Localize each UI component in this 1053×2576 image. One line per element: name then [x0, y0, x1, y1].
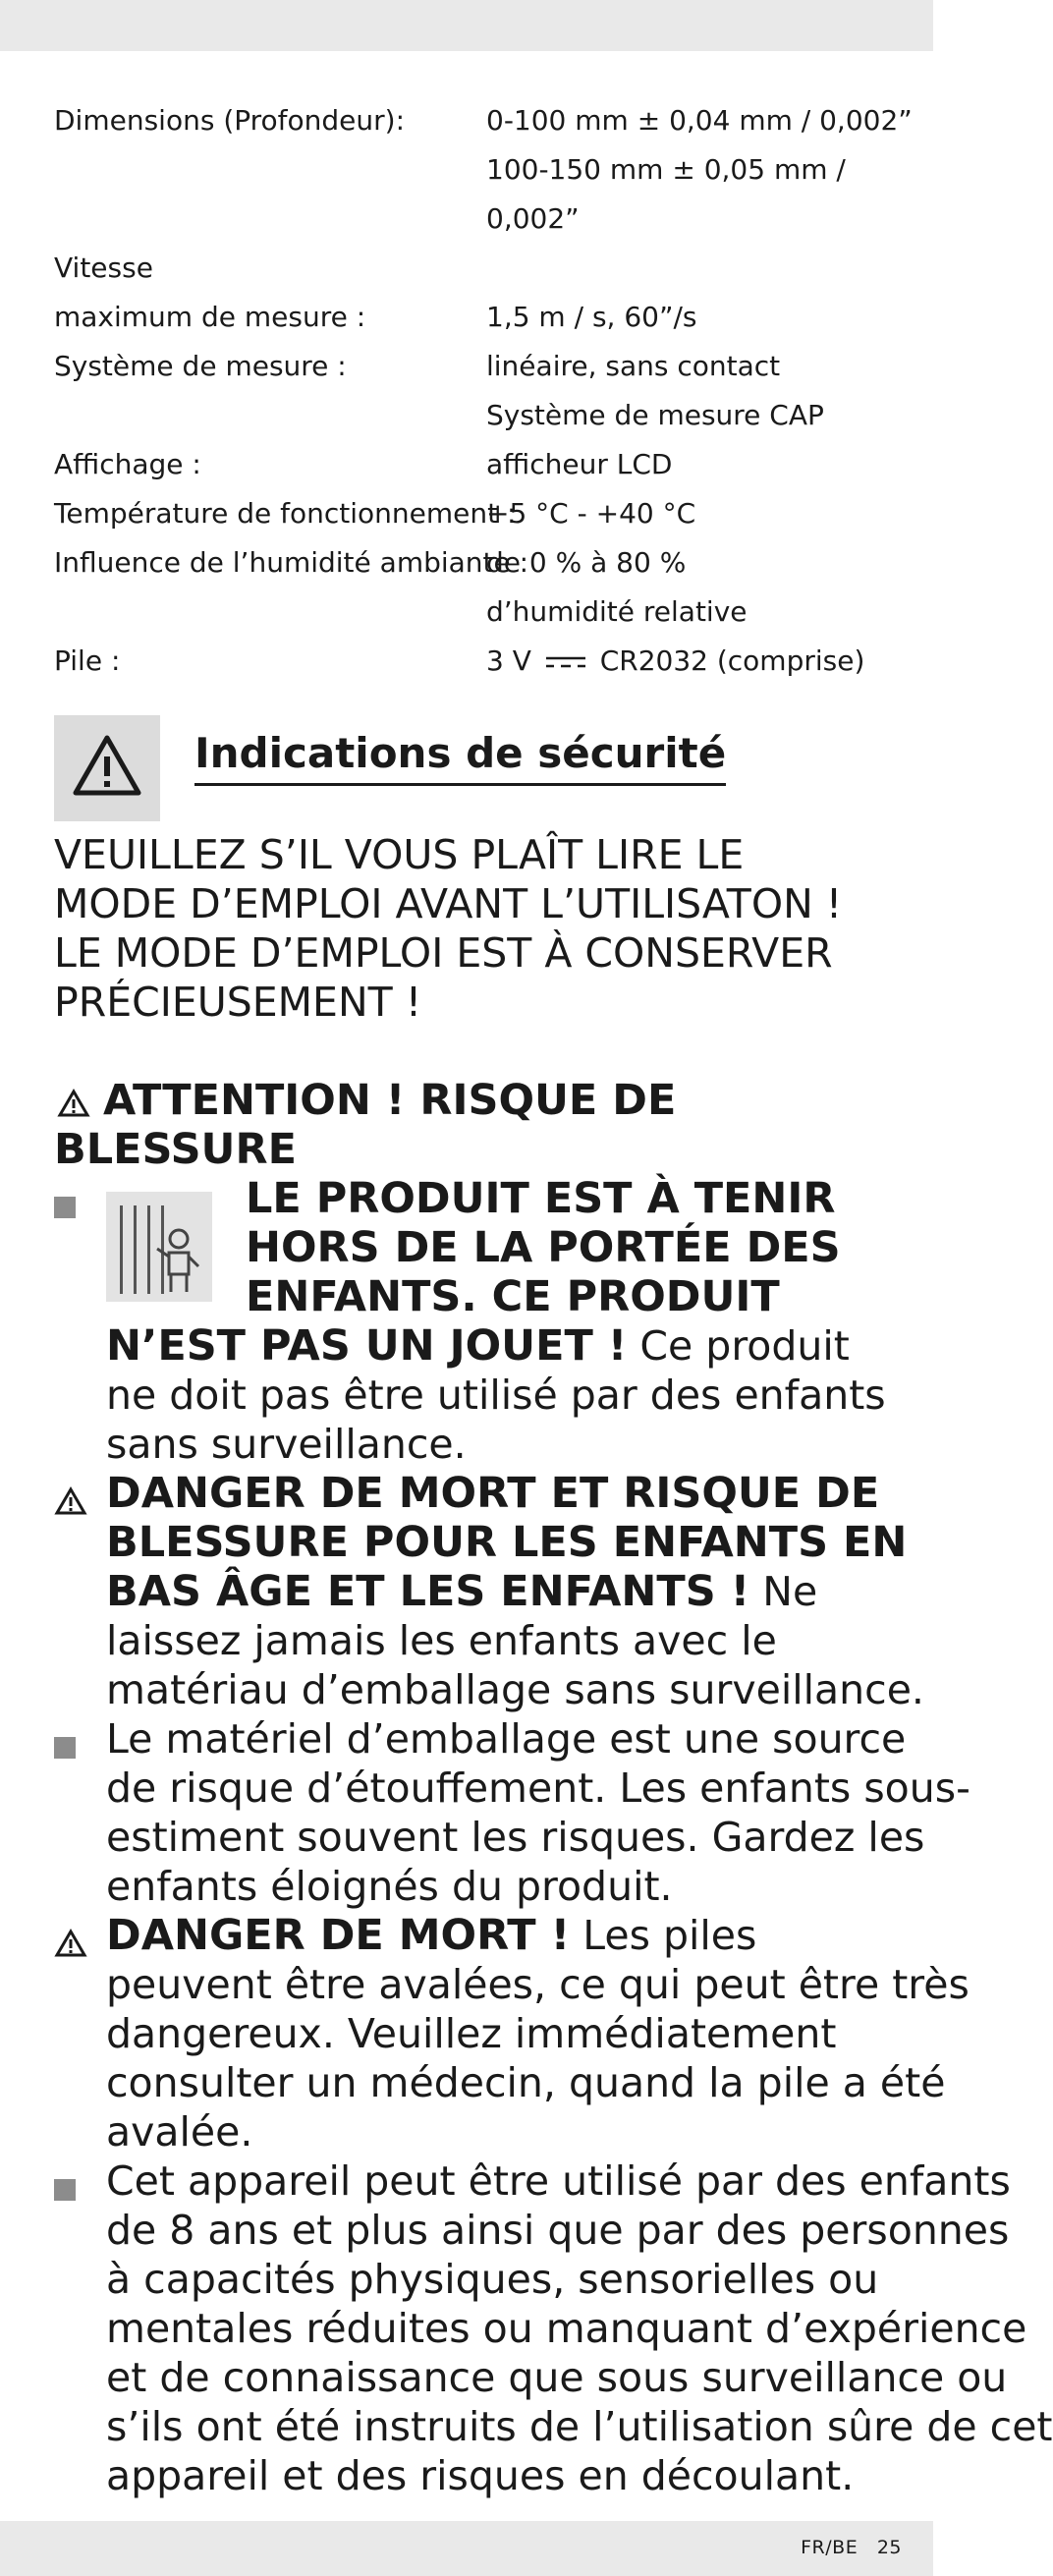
battery-type: CR2032 (comprise) — [599, 644, 865, 677]
battery-voltage: 3 V — [486, 644, 531, 677]
appliance-line: Cet appareil peut être utilisé par des enfants — [106, 2157, 1011, 2205]
bullet-square — [54, 2179, 76, 2201]
spec-label: Système de mesure : — [54, 350, 347, 382]
intro-line: LE MODE D’EMPLOI EST À CONSERVER — [54, 929, 833, 977]
children-text: sans surveillance. — [106, 1421, 467, 1468]
packaging-line: Le matériel d’emballage est une source — [106, 1715, 907, 1763]
appliance-line: à capacités physiques, sensorielles ou — [106, 2256, 879, 2303]
appliance-usage-note — [106, 2156, 1053, 2500]
packaging-warning — [106, 1714, 970, 1911]
warning-triangle-icon — [54, 1486, 87, 1516]
danger2-bold: DANGER DE MORT ! — [106, 1911, 571, 1960]
children-warning-bold — [246, 1174, 914, 1321]
warning-icon-box — [54, 715, 160, 821]
intro-line: PRÉCIEUSEMENT ! — [54, 979, 422, 1026]
danger-children-warning — [106, 1469, 924, 1714]
spec-label: Pile : — [54, 644, 121, 677]
attention-line: ATTENTION ! RISQUE DE — [103, 1076, 677, 1125]
spec-value: d’humidité relative — [486, 595, 748, 628]
danger-text: Ne — [749, 1568, 818, 1615]
footer-band — [0, 2521, 933, 2576]
page-number: FR/BE 25 — [801, 2537, 902, 2558]
spec-label: maximum de mesure : — [54, 301, 366, 333]
appliance-line: s’ils ont été instruits de l’utilisation sûre de cet — [106, 2403, 1053, 2450]
danger-text: laissez jamais les enfants avec le — [106, 1617, 777, 1664]
spec-label: Influence de l’humidité ambiante : — [54, 546, 529, 579]
spec-value: de 0 % à 80 % — [486, 546, 687, 579]
danger2-text: consulter un médecin, quand la pile a été — [106, 2059, 946, 2106]
appliance-line: de 8 ans et plus ainsi que par des personnes — [106, 2207, 1010, 2254]
warning-triangle-icon — [72, 733, 142, 798]
spec-value: linéaire, sans contact — [486, 350, 781, 382]
battery-danger-warning — [106, 1911, 970, 2156]
packaging-line: de risque d’étouffement. Les enfants sous- — [106, 1764, 970, 1812]
appliance-line: mentales réduites ou manquant d’expérience — [106, 2305, 1027, 2352]
packaging-line: enfants éloignés du produit. — [106, 1863, 673, 1910]
children-text: Ce produit — [627, 1322, 850, 1370]
spec-value: 1,5 m / s, 60”/s — [486, 301, 697, 333]
section-title: Indications de sécurité — [194, 729, 726, 786]
children-text: ne doit pas être utilisé par des enfants — [106, 1372, 886, 1419]
spec-value: afficheur LCD — [486, 448, 673, 480]
danger-bold-line: DANGER DE MORT ET RISQUE DE — [106, 1469, 880, 1518]
children-bold-line: N’EST PAS UN JOUET ! — [106, 1321, 628, 1371]
spec-label: Affichage : — [54, 448, 201, 480]
spec-value — [486, 637, 864, 686]
attention-heading — [54, 1076, 676, 1174]
attention-line: BLESSURE — [54, 1125, 297, 1174]
danger-bold-line: BLESSURE POUR LES ENFANTS EN — [106, 1518, 908, 1567]
danger2-text: avalée. — [106, 2108, 253, 2156]
dc-symbol-icon — [544, 652, 587, 672]
spec-label: Vitesse — [54, 252, 153, 284]
bullet-square — [54, 1737, 76, 1759]
spec-value: Système de mesure CAP — [486, 399, 824, 431]
children-warning-text — [106, 1321, 912, 1469]
child-warning-icon — [106, 1192, 212, 1302]
spec-label: Température de fonctionnement : — [54, 497, 517, 530]
children-bold-line: HORS DE LA PORTÉE DES — [246, 1223, 841, 1272]
danger-text: matériau d’emballage sans surveillance. — [106, 1666, 924, 1713]
danger-bold-line: BAS ÂGE ET LES ENFANTS ! — [106, 1567, 750, 1616]
intro-notice — [54, 830, 899, 1027]
spec-value: +5 °C - +40 °C — [486, 497, 696, 530]
warning-triangle-icon — [54, 1929, 87, 1958]
top-band — [0, 0, 933, 51]
danger2-text: peuvent être avalées, ce qui peut être très — [106, 1961, 970, 2008]
intro-line: MODE D’EMPLOI AVANT L’UTILISATON ! — [54, 880, 843, 927]
children-bold-line: LE PRODUIT EST À TENIR — [246, 1174, 836, 1223]
warning-triangle-icon — [54, 1089, 93, 1118]
danger2-text: Les piles — [570, 1912, 757, 1959]
appliance-line: et de connaissance que sous surveillance ou — [106, 2354, 1008, 2401]
spec-value: 100-150 mm ± 0,05 mm / — [486, 153, 846, 186]
packaging-line: estiment souvent les risques. Gardez les — [106, 1814, 925, 1861]
spec-value: 0-100 mm ± 0,04 mm / 0,002” — [486, 104, 913, 137]
spec-label: Dimensions (Profondeur): — [54, 104, 406, 137]
danger2-text: dangereux. Veuillez immédiatement — [106, 2010, 837, 2057]
intro-line: VEUILLEZ S’IL VOUS PLAÎT LIRE LE — [54, 831, 745, 878]
appliance-line: appareil et des risques en découlant. — [106, 2452, 855, 2499]
spec-value: 0,002” — [486, 202, 580, 235]
bullet-square — [54, 1197, 76, 1218]
children-bold-line: ENFANTS. CE PRODUIT — [246, 1272, 780, 1321]
